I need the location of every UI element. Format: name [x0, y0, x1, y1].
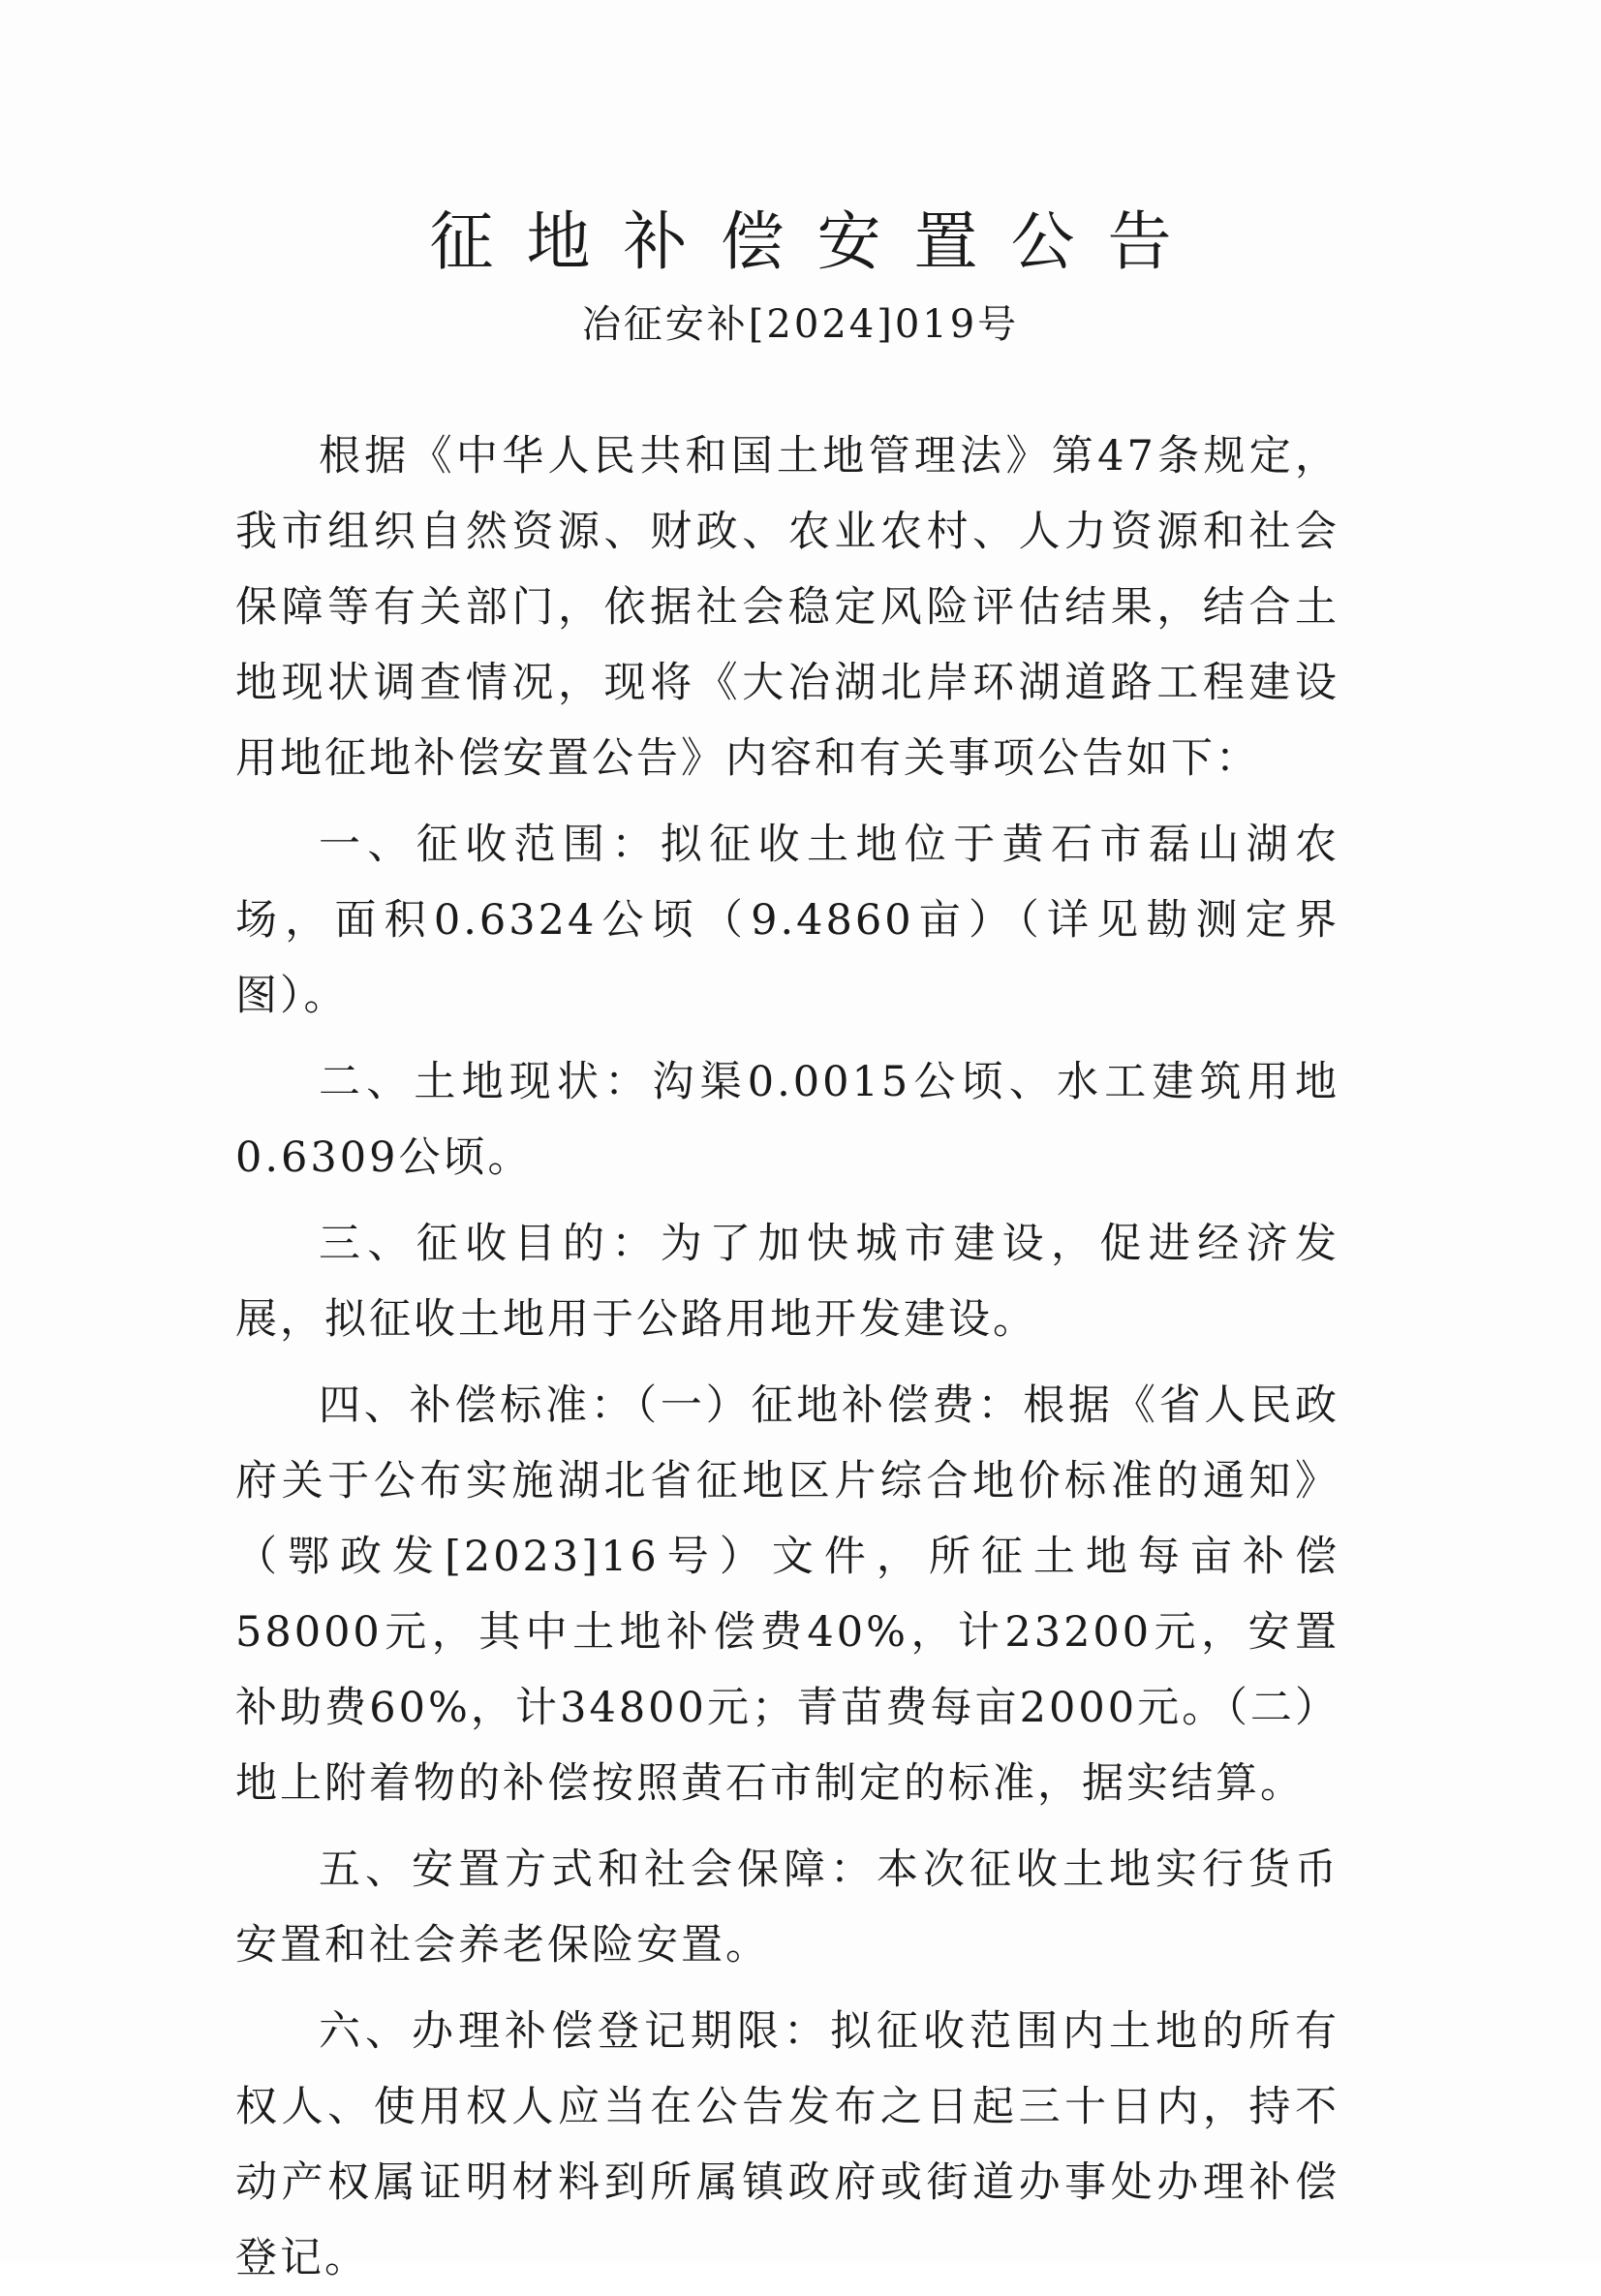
document-number: 冶征安补[2024]019号 — [581, 302, 1020, 347]
paragraph-scope: 一、征收范围：拟征收土地位于黄石市磊山湖农场，面积0.6324公顷（9.4860亩）（详见勘测定界图）。 — [235, 821, 1339, 1020]
document-body — [235, 419, 1339, 2296]
paragraph-resettlement: 五、安置方式和社会保障：本次征收土地实行货币安置和社会养老保险安置。 — [235, 1846, 1339, 1970]
paragraph-land-status: 二、土地现状：沟渠0.0015公顷、水工建筑用地0.6309公顷。 — [235, 1058, 1339, 1182]
paragraph-registration: 六、办理补偿登记期限：拟征收范围内土地的所有权人、使用权人应当在公告发布之日起三十日内，持不动产权属证明材料到所属镇政府或街道办事处办理补偿登记。 — [235, 2007, 1339, 2282]
paragraph-compensation: 四、补偿标准：（一）征地补偿费：根据《省人民政府关于公布实施湖北省征地区片综合地价标准的通知》（鄂政发[2023]16号）文件，所征土地每亩补偿58000元，其中土地补偿费40%，计23200元，安置补助费60%，计34800元；青苗费每亩2000元。（二）地上附着物的补偿按照黄石市制定的标准，据实结算。 — [235, 1381, 1339, 1808]
page-title: 征地补偿安置公告 — [429, 204, 1205, 279]
paragraph-intro: 根据《中华人民共和国土地管理法》第47条规定，我市组织自然资源、财政、农业农村、人力资源和社会保障等有关部门，依据社会稳定风险评估结果，结合土地现状调查情况，现将《大冶湖北岸环湖道路工程建设用地征地补偿安置公告》内容和有关事项公告如下： — [235, 432, 1339, 783]
paragraph-purpose: 三、征收目的：为了加快城市建设，促进经济发展，拟征收土地用于公路用地开发建设。 — [235, 1220, 1339, 1344]
